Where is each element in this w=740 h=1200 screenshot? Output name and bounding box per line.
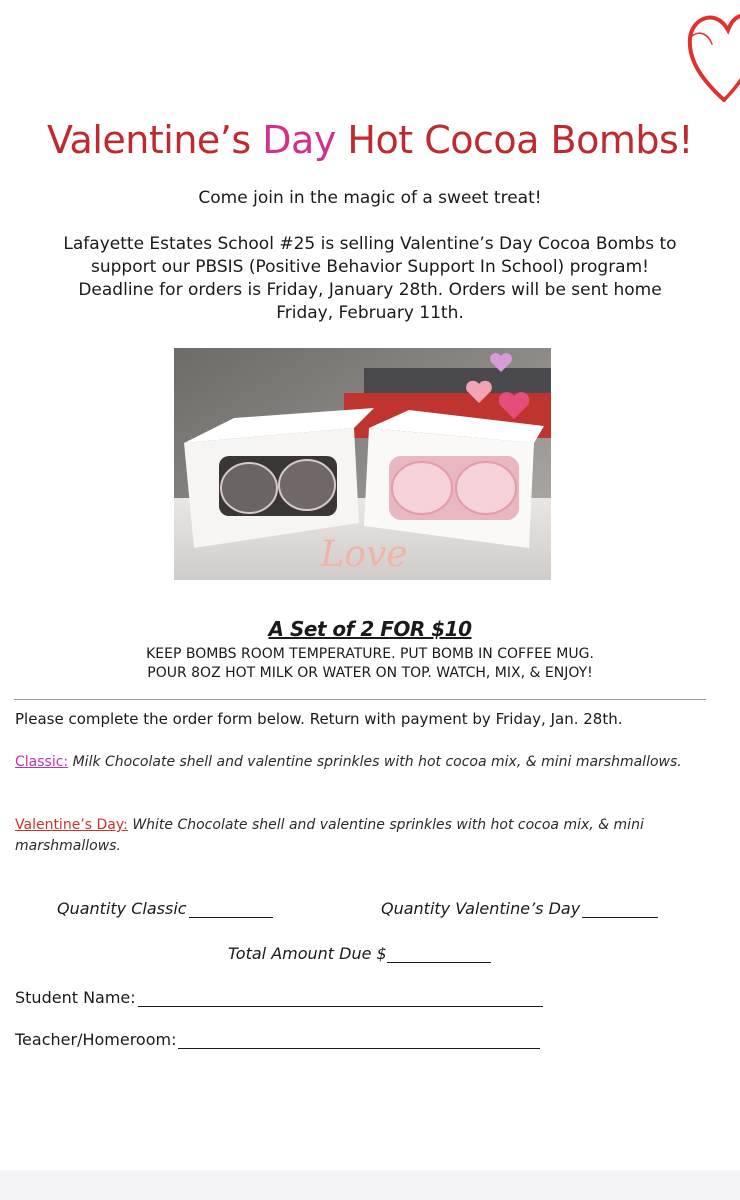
intro-line: Friday, February 11th. [276,303,464,323]
quantity-classic-blank[interactable] [189,901,273,918]
quantity-valentines-label: Quantity Valentine’s Day [381,899,581,918]
quantity-valentines-field[interactable] [381,899,658,918]
quantity-valentines-blank[interactable] [582,901,658,918]
flavor-description: White Chocolate shell and valentine sprinkles with hot cocoa mix, & mini marshmallows. [15,817,644,854]
divider [14,699,706,700]
quantity-classic-field[interactable] [57,899,273,918]
total-amount-label: Total Amount Due $ [228,944,387,963]
total-amount-blank[interactable] [387,946,491,963]
student-name-field[interactable] [15,988,543,1007]
flavor-name: Valentine’s Day: [15,817,128,833]
title-part-3: Hot Cocoa Bombs! [347,118,693,162]
flavor-classic [15,752,715,773]
flavor-name: Classic: [15,754,69,770]
subtitle: Come join in the magic of a sweet treat! [198,188,542,208]
student-name-blank[interactable] [138,990,543,1007]
intro-paragraph [20,233,720,325]
photo-love-text: Love [320,534,408,575]
price-heading: A Set of 2 FOR $10 [268,617,472,641]
flavor-valentines-day [15,815,715,857]
title-part-2: Day [262,118,336,162]
instruction-line: POUR 8OZ HOT MILK OR WATER ON TOP. WATCH, MIX, & ENJOY! [147,665,593,681]
intro-line: support our PBSIS (Positive Behavior Support In School) program! [91,257,649,277]
intro-line: Lafayette Estates School #25 is selling Valentine’s Day Cocoa Bombs to [63,234,677,254]
student-name-label: Student Name: [15,988,136,1007]
intro-line: Deadline for orders is Friday, January 28th. Orders will be sent home [78,280,662,300]
teacher-homeroom-blank[interactable] [178,1032,540,1049]
heart-outline-icon [650,0,740,110]
instruction-line: KEEP BOMBS ROOM TEMPERATURE. PUT BOMB IN COFFEE MUG. [146,646,594,662]
page-title [0,118,740,162]
teacher-homeroom-label: Teacher/Homeroom: [15,1030,177,1049]
title-part-1: Valentine’s [47,118,251,162]
order-prompt: Please complete the order form below. Return with payment by Friday, Jan. 28th. [15,710,623,728]
total-amount-field[interactable] [228,944,491,963]
product-photo [174,348,551,580]
flavor-description: Milk Chocolate shell and valentine sprinkles with hot cocoa mix, & mini marshmallows. [72,754,682,770]
page-bottom-edge [0,1170,740,1200]
instructions [0,645,740,683]
teacher-homeroom-field[interactable] [15,1030,540,1049]
quantity-classic-label: Quantity Classic [57,899,187,918]
